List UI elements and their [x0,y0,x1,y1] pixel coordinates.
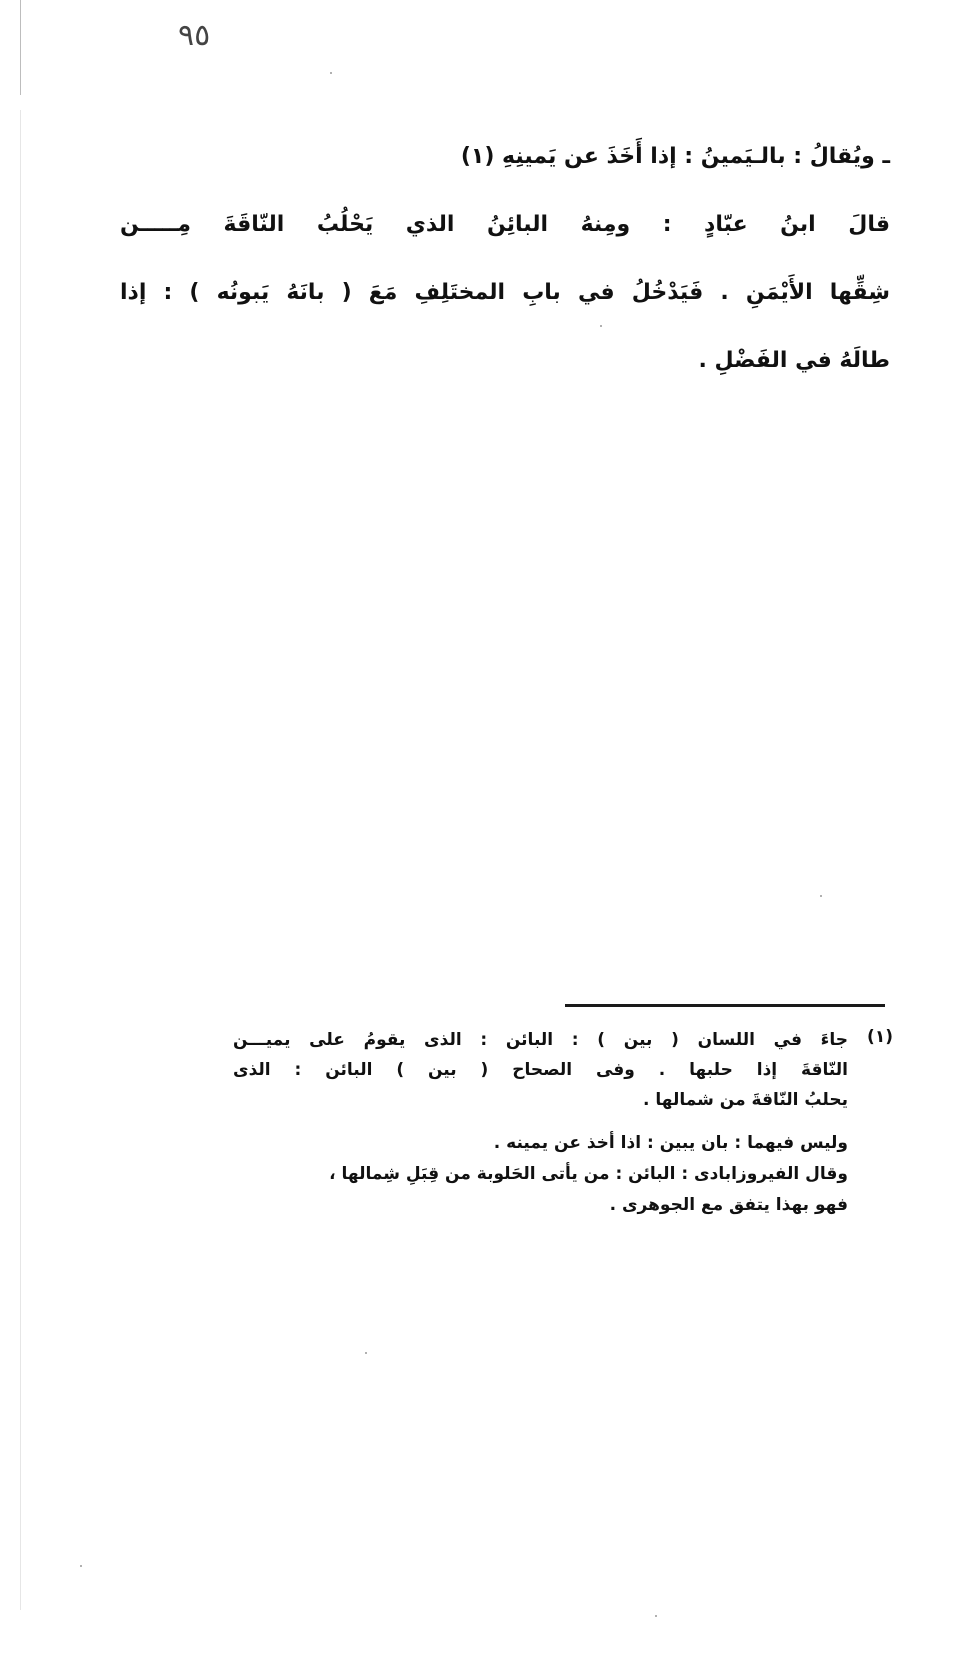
text-line: طالَهُ في الفَضْلِ . [698,348,890,373]
footnote-line: يحلبُ النّاقةَ من شمالها . [643,1090,848,1110]
scan-speck [80,1565,82,1567]
footnote-line: وقال الفيروزابادى : البائن : من يأتى الحَلوبة من قِبَلِ شِمالها ، [329,1164,848,1184]
page-number: ٩٥ [178,18,211,53]
scan-speck [600,325,602,327]
scan-speck [330,72,332,74]
scan-speck [820,895,822,897]
footnote-line: جاءَ في اللسان ( بين ) : البائن : الذى يقومُ على يميـــن [233,1030,848,1050]
text-line: قالَ ابنُ عبّادٍ : ومِنهُ البائِنُ الذي يَحْلُبُ النّاقَةَ مِـــــن [120,212,890,237]
footnote-line: النّاقةَ إذا حلبها . وفى الصحاح ( بين ) البائن : الذى [233,1060,848,1080]
page-margin-line [20,0,21,95]
text-line: ـ ويُقالُ : بالـيَمينُ : إذا أَخَذَ عن يَمينِهِ (١) [460,144,890,169]
footnote-line: وليس فيهما : بان يبين : اذا أخذ عن يمينه . [493,1133,848,1153]
scan-speck [655,1615,657,1617]
footnote-marker: (١) [867,1027,893,1047]
footnote-rule [565,1004,885,1007]
footnote-line: فهو بهذا يتفق مع الجوهرى . [609,1195,848,1215]
scan-speck [365,1352,367,1354]
page-margin-line [20,110,21,1610]
text-line: شِقِّها الأَيْمَنِ . فَيَدْخُلُ في بابِ المختَلِفِ مَعَ ( بانَهُ يَبونُه ) : إذا [120,280,890,305]
